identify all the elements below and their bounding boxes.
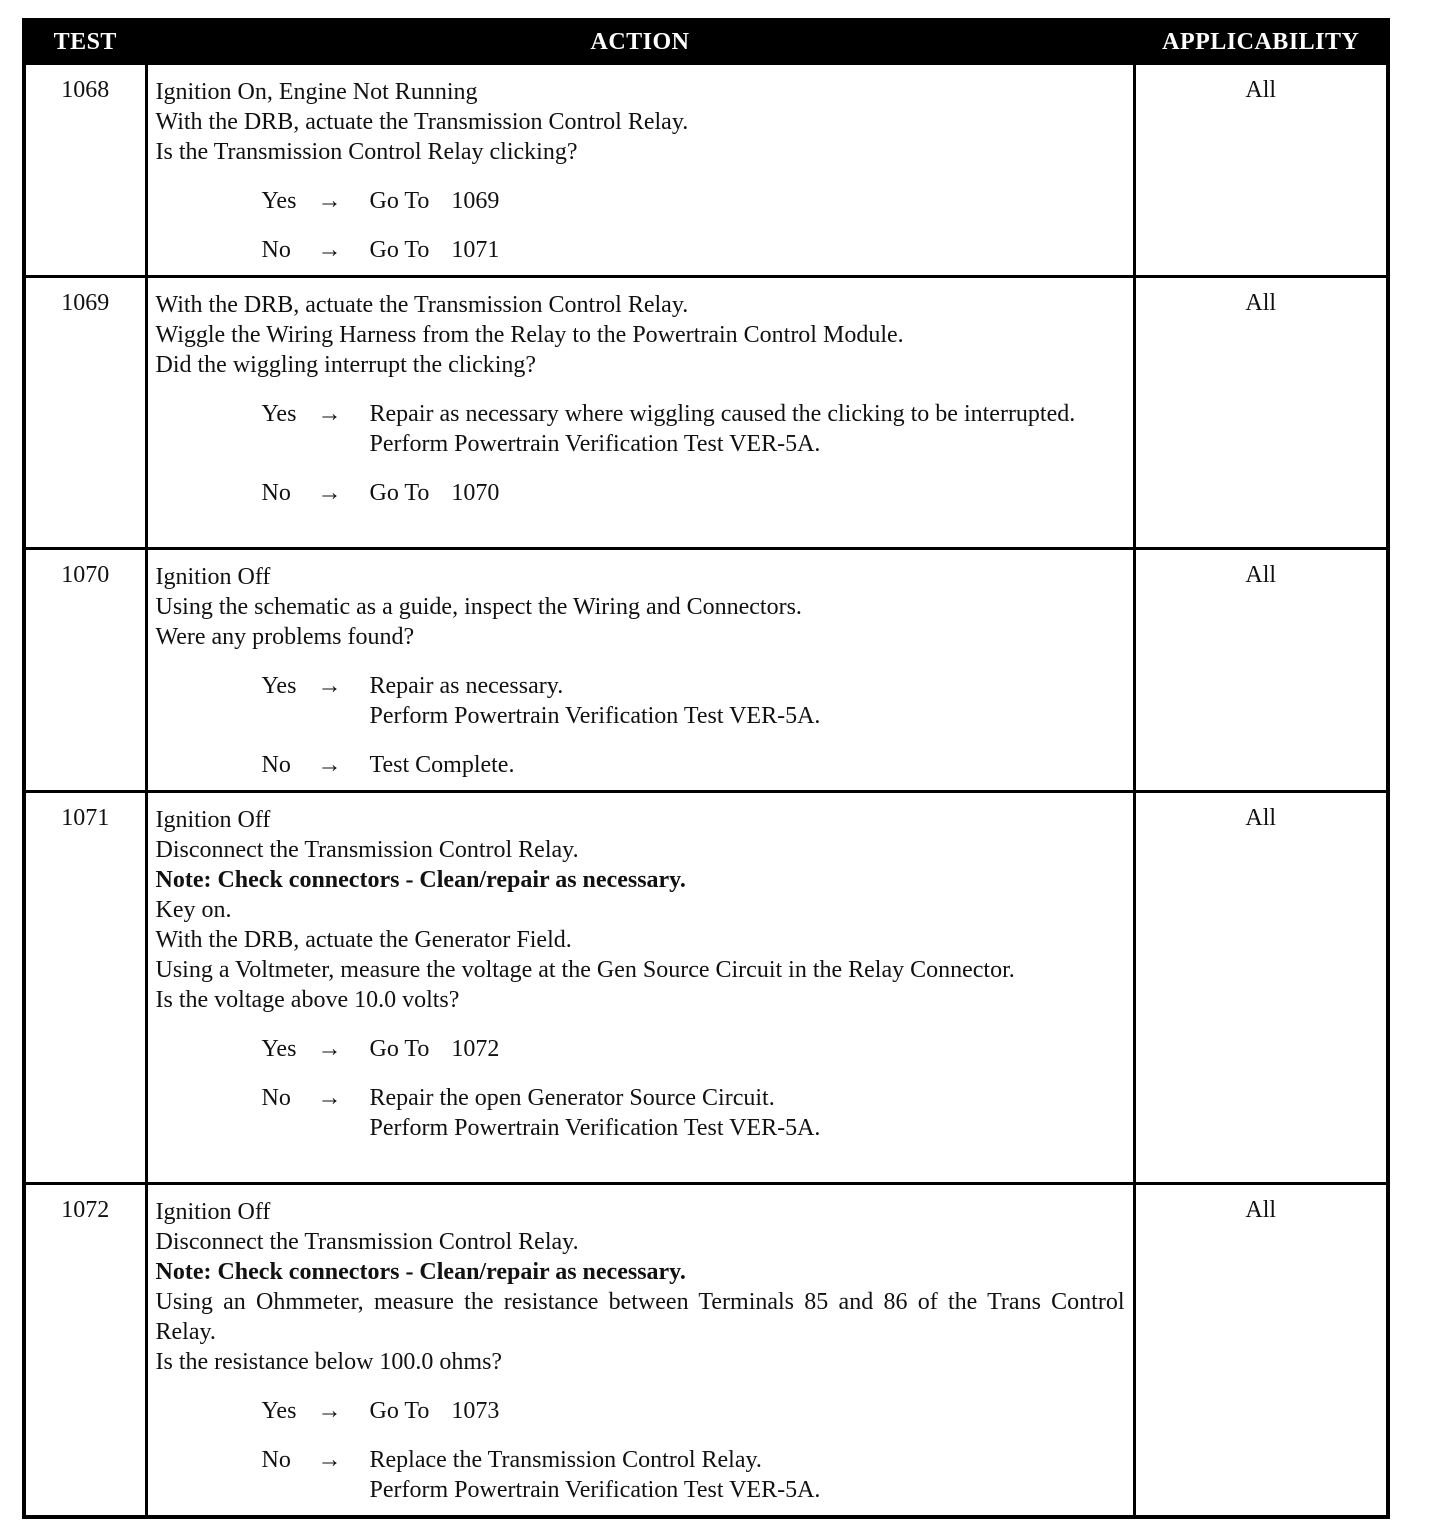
outcome-result bbox=[370, 1396, 1125, 1426]
yes-label: Yes bbox=[261, 1398, 297, 1424]
test-row-1068 bbox=[24, 64, 1388, 277]
arrow-icon: → bbox=[317, 673, 342, 699]
outcome-line: Perform Powertrain Verification Test VER-5A. bbox=[369, 431, 821, 457]
outcome-line: Test Complete. bbox=[369, 752, 515, 778]
arrow-icon: → bbox=[317, 1398, 342, 1424]
goto-text: Go To bbox=[369, 1398, 430, 1424]
applicability-value: All bbox=[1134, 1184, 1388, 1518]
action-step: Disconnect the Transmission Control Relay. bbox=[155, 837, 579, 863]
outcome-line: Perform Powertrain Verification Test VER-5A. bbox=[369, 1115, 821, 1141]
yes-outcome bbox=[156, 1396, 1125, 1426]
header-action: ACTION bbox=[146, 20, 1134, 64]
no-outcome bbox=[156, 1083, 1125, 1143]
arrow-icon: → bbox=[317, 480, 342, 506]
goto-test-link[interactable]: 1069 bbox=[451, 188, 500, 214]
action-step: Using a Voltmeter, measure the voltage at the Gen Source Circuit in the Relay Connector. bbox=[155, 957, 1015, 983]
action-step: Did the wiggling interrupt the clicking? bbox=[155, 352, 537, 378]
test-row-1071 bbox=[24, 792, 1388, 1184]
outcome-result bbox=[370, 399, 1125, 459]
yes-outcome bbox=[156, 1034, 1125, 1064]
yes-label: Yes bbox=[261, 673, 297, 699]
no-label: No bbox=[261, 1447, 291, 1473]
action-step: Were any problems found? bbox=[155, 624, 415, 650]
outcome-line: Repair as necessary where wiggling caused the clicking to be interrupted. bbox=[369, 401, 1076, 427]
outcome-result bbox=[370, 671, 1125, 731]
no-outcome bbox=[156, 750, 1125, 780]
action-cell bbox=[146, 549, 1134, 792]
test-number: 1072 bbox=[24, 1184, 146, 1518]
no-outcome bbox=[156, 235, 1125, 265]
applicability-value: All bbox=[1134, 64, 1388, 277]
yes-label: Yes bbox=[261, 1036, 297, 1062]
yes-label: Yes bbox=[261, 401, 297, 427]
test-row-1072 bbox=[24, 1184, 1388, 1518]
action-cell bbox=[146, 1184, 1134, 1518]
action-step: Using an Ohmmeter, measure the resistance between Terminals 85 and 86 of the Trans Control Relay. bbox=[155, 1289, 1125, 1345]
yes-outcome bbox=[156, 186, 1125, 216]
no-outcome bbox=[156, 1445, 1125, 1505]
outcome-line: Replace the Transmission Control Relay. bbox=[369, 1447, 762, 1473]
outcome-result bbox=[370, 235, 1125, 265]
applicability-value: All bbox=[1134, 549, 1388, 792]
yes-label: Yes bbox=[261, 188, 297, 214]
document-page bbox=[22, 18, 1386, 1519]
outcome-line: Perform Powertrain Verification Test VER-5A. bbox=[369, 1477, 821, 1503]
arrow-icon: → bbox=[317, 1085, 342, 1111]
action-step: Ignition Off bbox=[155, 564, 271, 590]
goto-test-link[interactable]: 1070 bbox=[451, 480, 500, 506]
no-label: No bbox=[261, 480, 291, 506]
goto-test-link[interactable]: 1072 bbox=[451, 1036, 500, 1062]
goto-test-link[interactable]: 1071 bbox=[451, 237, 500, 263]
test-number: 1071 bbox=[24, 792, 146, 1184]
test-number: 1070 bbox=[24, 549, 146, 792]
note-text: Note: Check connectors - Clean/repair as necessary. bbox=[155, 867, 686, 893]
outcome-line: Perform Powertrain Verification Test VER-5A. bbox=[369, 703, 821, 729]
arrow-icon: → bbox=[317, 752, 342, 778]
action-step: Ignition Off bbox=[155, 807, 271, 833]
no-label: No bbox=[261, 1085, 291, 1111]
header-row bbox=[24, 20, 1388, 64]
applicability-value: All bbox=[1134, 792, 1388, 1184]
goto-text: Go To bbox=[369, 1036, 430, 1062]
action-step: Is the voltage above 10.0 volts? bbox=[155, 987, 460, 1013]
action-step: Ignition Off bbox=[155, 1199, 271, 1225]
test-row-1069 bbox=[24, 277, 1388, 549]
action-step: Ignition On, Engine Not Running bbox=[155, 79, 478, 105]
no-outcome bbox=[156, 478, 1125, 508]
action-step: Key on. bbox=[155, 897, 232, 923]
outcome-result bbox=[370, 1083, 1125, 1143]
outcome-result bbox=[370, 186, 1125, 216]
action-cell bbox=[146, 64, 1134, 277]
goto-test-link[interactable]: 1073 bbox=[451, 1398, 500, 1424]
outcome-result bbox=[370, 478, 1125, 508]
yes-outcome bbox=[156, 399, 1125, 459]
goto-text: Go To bbox=[369, 188, 430, 214]
outcome-result bbox=[370, 750, 1125, 780]
action-cell bbox=[146, 792, 1134, 1184]
test-number: 1069 bbox=[24, 277, 146, 549]
diagnostic-test-table bbox=[22, 18, 1390, 1519]
test-row-1070 bbox=[24, 549, 1388, 792]
action-step: Disconnect the Transmission Control Relay. bbox=[155, 1229, 579, 1255]
test-number: 1068 bbox=[24, 64, 146, 277]
header-test: TEST bbox=[24, 20, 146, 64]
action-cell bbox=[146, 277, 1134, 549]
arrow-icon: → bbox=[317, 188, 342, 214]
action-step: With the DRB, actuate the Transmission Control Relay. bbox=[155, 292, 689, 318]
outcome-result bbox=[370, 1445, 1125, 1505]
action-step: Is the Transmission Control Relay clicking? bbox=[155, 139, 578, 165]
no-label: No bbox=[261, 752, 291, 778]
outcome-line: Repair the open Generator Source Circuit. bbox=[369, 1085, 775, 1111]
applicability-value: All bbox=[1134, 277, 1388, 549]
arrow-icon: → bbox=[317, 1036, 342, 1062]
arrow-icon: → bbox=[317, 401, 342, 427]
action-step: Wiggle the Wiring Harness from the Relay to the Powertrain Control Module. bbox=[155, 322, 904, 348]
action-step: With the DRB, actuate the Generator Field. bbox=[155, 927, 572, 953]
action-step: With the DRB, actuate the Transmission Control Relay. bbox=[155, 109, 689, 135]
note-text: Note: Check connectors - Clean/repair as necessary. bbox=[155, 1259, 686, 1285]
outcome-result bbox=[370, 1034, 1125, 1064]
action-step: Is the resistance below 100.0 ohms? bbox=[155, 1349, 503, 1375]
action-step: Using the schematic as a guide, inspect the Wiring and Connectors. bbox=[155, 594, 802, 620]
no-label: No bbox=[261, 237, 291, 263]
arrow-icon: → bbox=[317, 1447, 342, 1473]
goto-text: Go To bbox=[369, 480, 430, 506]
goto-text: Go To bbox=[369, 237, 430, 263]
yes-outcome bbox=[156, 671, 1125, 731]
header-applicability: APPLICABILITY bbox=[1134, 20, 1388, 64]
arrow-icon: → bbox=[317, 237, 342, 263]
outcome-line: Repair as necessary. bbox=[369, 673, 564, 699]
